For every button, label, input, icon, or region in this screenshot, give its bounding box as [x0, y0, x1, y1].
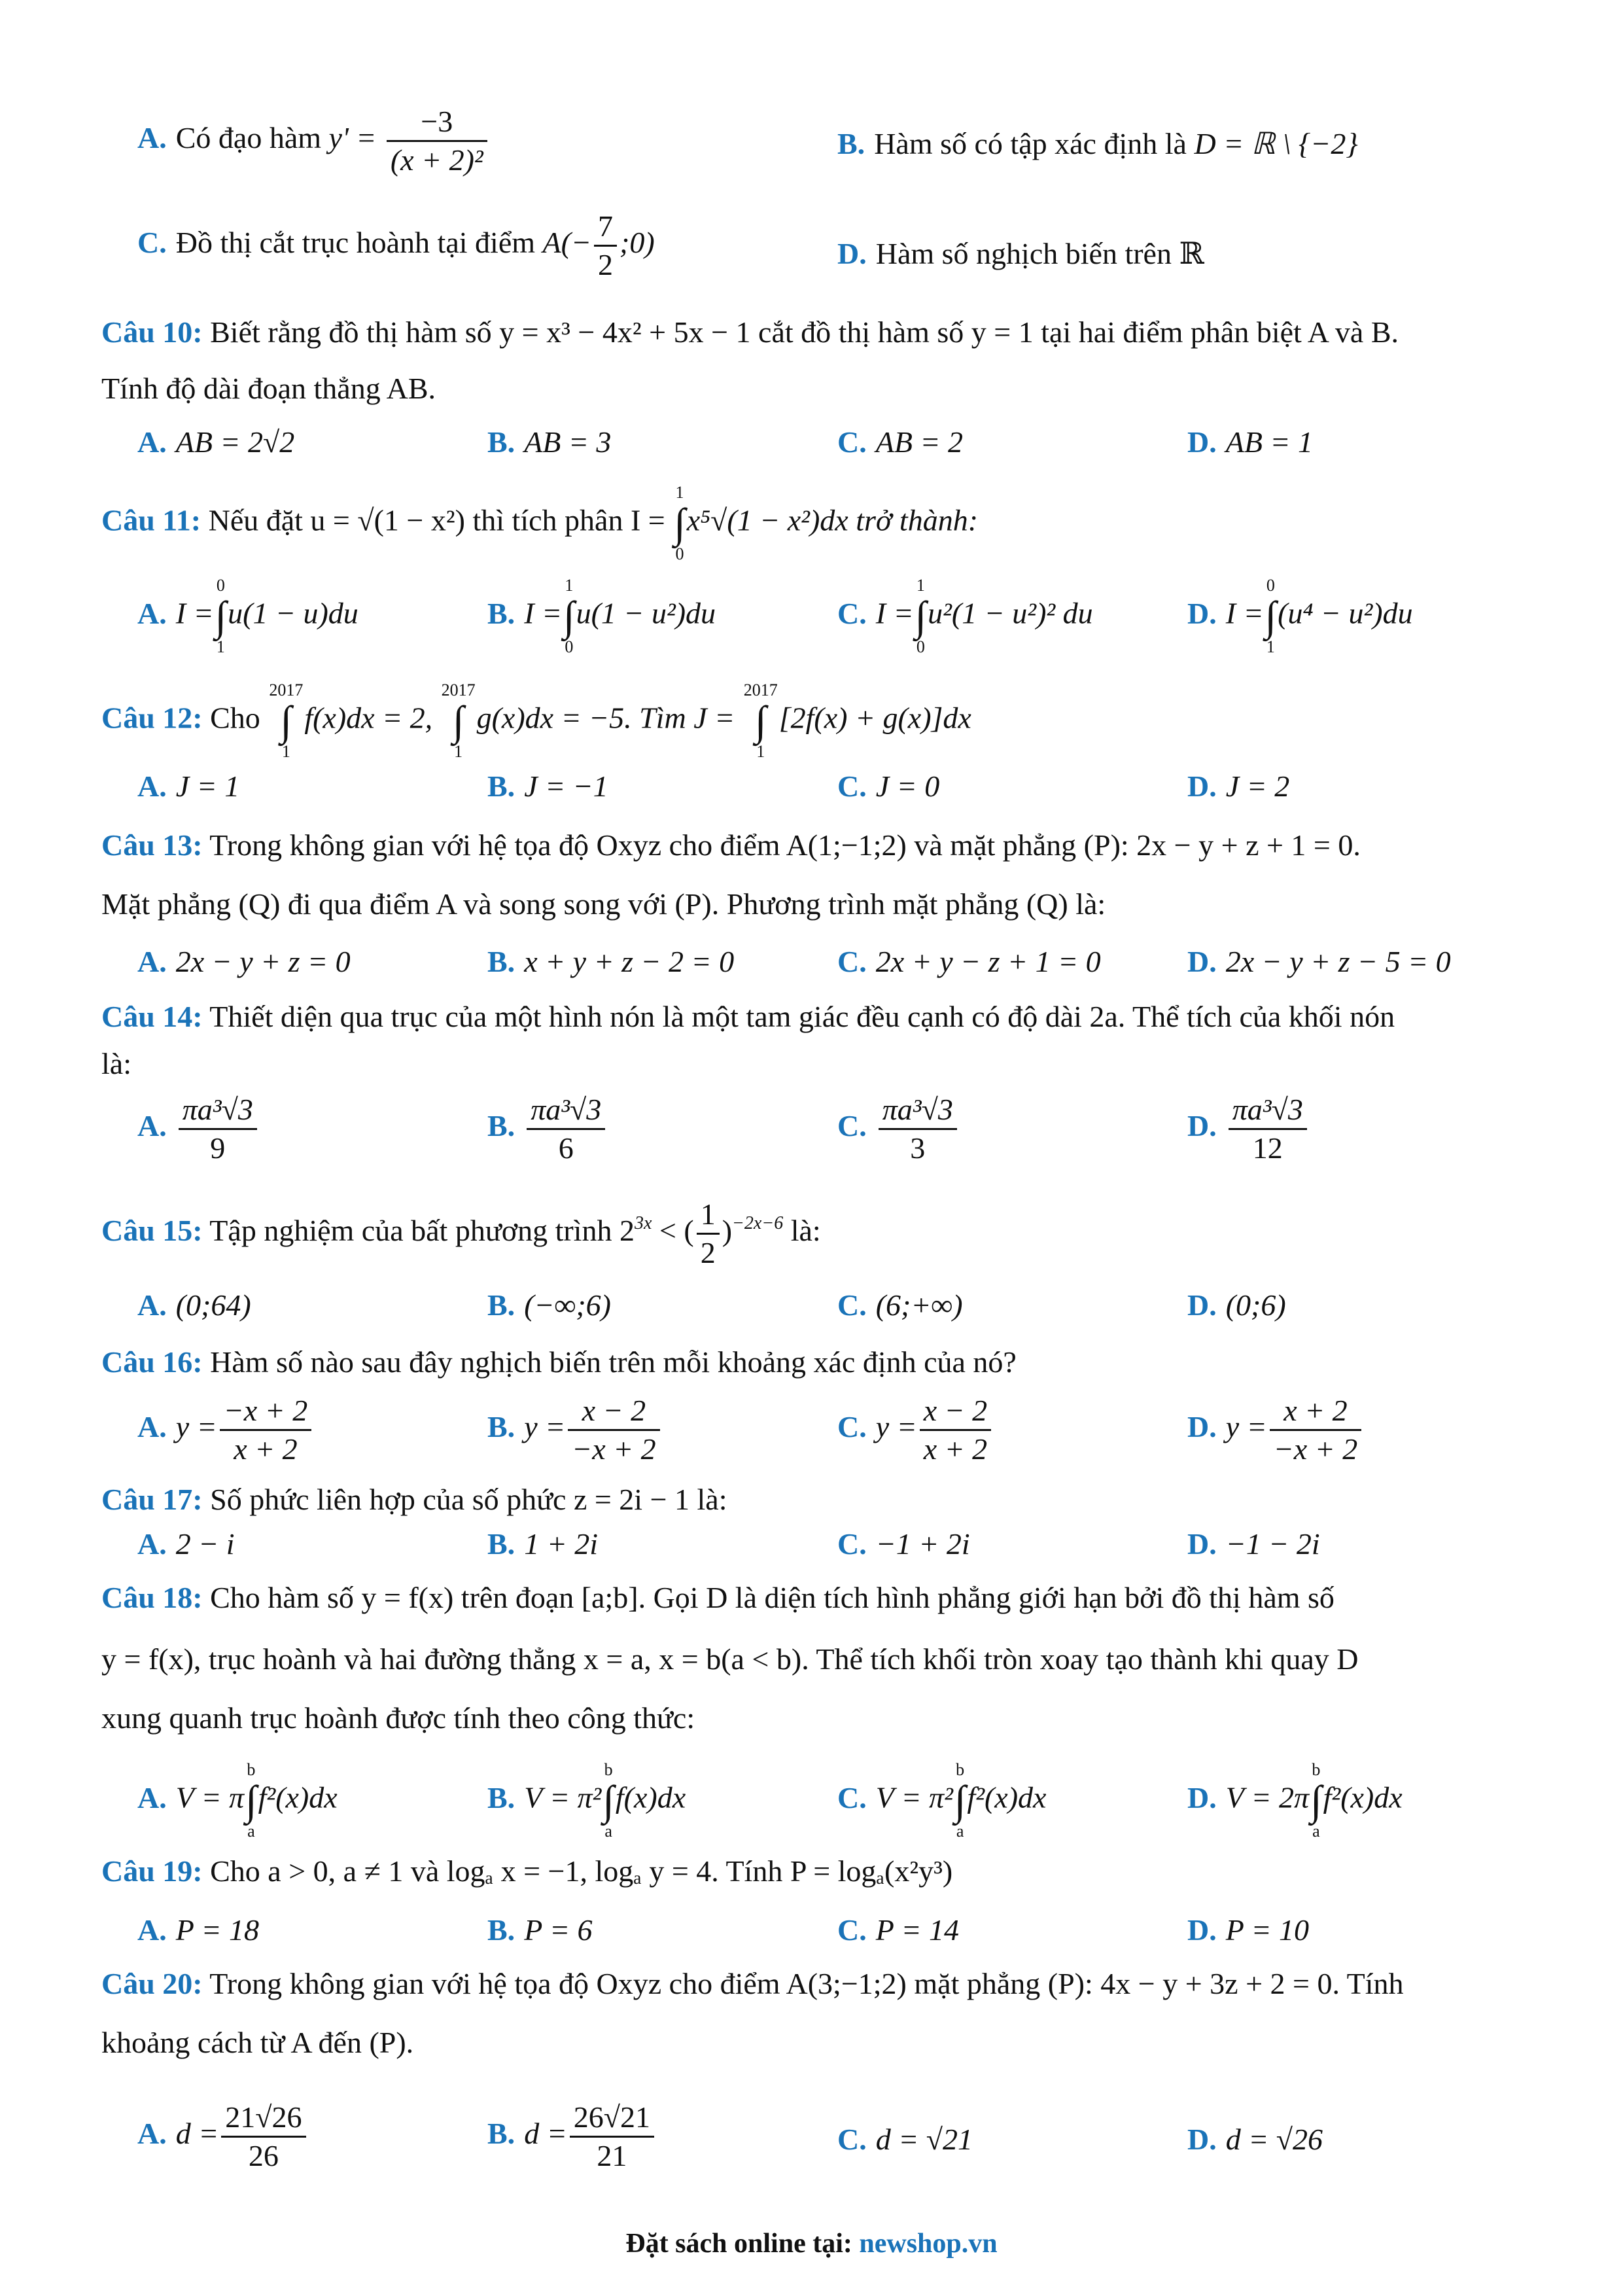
q11-option-c: C. I = 1 ∫ 0 u²(1 − u²)² du	[837, 576, 1093, 656]
q9-option-a: A. Có đạo hàm y' = $\frac{-3}{\text{(x + 2)²}}$	[137, 105, 490, 177]
q9-option-d: D. Hàm số nghịch biến trên ℝ	[837, 237, 1204, 270]
q13-option-a: A. 2x − y + z = 0	[137, 945, 351, 978]
q9-option-c: C. Đồ thị cắt trục hoành tại điểm A(− $\frac{7}{2}$ ;0)	[137, 209, 655, 281]
q10-option-b: B. AB = 3	[487, 425, 612, 459]
question-14-text: Câu 14: Thiết diện qua trục của một hình nón là một tam giác đều cạnh có độ dài 2a. Thể tích của khối nón	[101, 1000, 1395, 1033]
q16-option-c: C. y = $\frac{x - 2}{x + 2}$	[837, 1394, 994, 1466]
question-13-text-2: Mặt phẳng (Q) đi qua điểm A và song song với (P). Phương trình mặt phẳng (Q) là:	[101, 887, 1106, 921]
q16-option-a: A. y = $\frac{-x + 2}{x + 2}$	[137, 1394, 314, 1466]
q12-option-b: B. J = −1	[487, 769, 608, 803]
question-10-text: Câu 10: Biết rằng đồ thị hàm số y = x³ − 4x² + 5x − 1 cắt đồ thị hàm số y = 1 tại hai điểm phân biệt A và B.	[101, 315, 1399, 349]
q18-option-a: A. V = π b ∫ a f²(x)dx	[137, 1760, 338, 1841]
q19-option-a: A. P = 18	[137, 1913, 260, 1947]
q9-option-b: B. Hàm số có tập xác định là D = ℝ \ {−2}	[837, 127, 1358, 160]
q19-option-d: D. P = 10	[1187, 1913, 1310, 1947]
q17-option-a: A. 2 − i	[137, 1527, 235, 1561]
q17-option-b: B. 1 + 2i	[487, 1527, 599, 1561]
page-footer: Đặt sách online tại: newshop.vn	[625, 2229, 998, 2259]
question-12-text: Câu 12: Cho 2017 ∫ 1 f(x)dx = 2, 2017 ∫ 1 g(x)dx = −5. Tìm J = 2017 ∫ 1 [2f(x) + g(x)]dx	[101, 680, 971, 761]
question-14-text-2: là:	[101, 1047, 131, 1080]
q18-option-b: B. V = π² b ∫ a f(x)dx	[487, 1760, 686, 1841]
q20-option-d: D. d = √26	[1187, 2123, 1323, 2156]
q20-option-b: B. d = $\frac{26√21}{21}$	[487, 2100, 657, 2173]
q17-option-d: D. −1 − 2i	[1187, 1527, 1320, 1561]
question-11-text: Câu 11: Nếu đặt u = √(1 − x²) thì tích phân I = 1 ∫ 0 x⁵√(1 − x²)dx trở thành:	[101, 483, 979, 563]
fraction: $\frac{-3}{\text{(x + 2)²}}$	[387, 105, 487, 177]
question-16-text: Câu 16: Hàm số nào sau đây nghịch biến trên mỗi khoảng xác định của nó?	[101, 1345, 1017, 1379]
q14-option-a: A. $\frac{\text{πa³√3}}{9}$	[137, 1093, 260, 1165]
q12-option-d: D. J = 2	[1187, 769, 1290, 803]
question-19-text: Câu 19: Cho a > 0, a ≠ 1 và logₐ x = −1, logₐ y = 4. Tính P = logₐ(x²y³)	[101, 1854, 953, 1888]
question-18-text: Câu 18: Cho hàm số y = f(x) trên đoạn [a;b]. Gọi D là diện tích hình phẳng giới hạn bởi đồ thị hàm số	[101, 1581, 1335, 1614]
q20-option-c: C. d = √21	[837, 2123, 973, 2156]
q13-option-d: D. 2x − y + z − 5 = 0	[1187, 945, 1451, 978]
q14-option-d: D. $\frac{\text{πa³√3}}{12}$	[1187, 1093, 1310, 1165]
question-10-text-2: Tính độ dài đoạn thẳng AB.	[101, 372, 436, 405]
q10-option-c: C. AB = 2	[837, 425, 963, 459]
question-13-text: Câu 13: Trong không gian với hệ tọa độ Oxyz cho điểm A(1;−1;2) và mặt phẳng (P): 2x − y + z + 1 = 0.	[101, 828, 1361, 862]
q11-option-a: A. I = 0 ∫ 1 u(1 − u)du	[137, 576, 358, 656]
q14-option-c: C. $\frac{\text{πa³√3}}{3}$	[837, 1093, 960, 1165]
q19-option-b: B. P = 6	[487, 1913, 593, 1947]
footer-link[interactable]: newshop.vn	[859, 2229, 998, 2259]
q17-option-c: C. −1 + 2i	[837, 1527, 970, 1561]
option-label: A.	[137, 121, 167, 155]
question-18-text-2: y = f(x), trục hoành và hai đường thẳng x = a, x = b(a < b). Thể tích khối tròn xoay tạo thành khi quay D	[101, 1642, 1359, 1676]
q13-option-c: C. 2x + y − z + 1 = 0	[837, 945, 1101, 978]
q10-option-d: D. AB = 1	[1187, 425, 1313, 459]
q14-option-b: B. $\frac{\text{πa³√3}}{6}$	[487, 1093, 608, 1165]
q15-option-c: C. (6;+∞)	[837, 1288, 963, 1322]
q15-option-b: B. (−∞;6)	[487, 1288, 611, 1322]
question-18-text-3: xung quanh trục hoành được tính theo công thức:	[101, 1701, 695, 1735]
q18-option-c: C. V = π² b ∫ a f²(x)dx	[837, 1760, 1047, 1841]
q18-option-d: D. V = 2π b ∫ a f²(x)dx	[1187, 1760, 1403, 1841]
q20-option-a: A. d = $\frac{21√26}{26}$	[137, 2100, 309, 2173]
q15-option-d: D. (0;6)	[1187, 1288, 1286, 1322]
question-17-text: Câu 17: Số phức liên hợp của số phức z = 2i − 1 là:	[101, 1483, 727, 1516]
q13-option-b: B. x + y + z − 2 = 0	[487, 945, 735, 978]
question-20-text: Câu 20: Trong không gian với hệ tọa độ Oxyz cho điểm A(3;−1;2) mặt phẳng (P): 4x − y + 3z + 2 = 0. Tính	[101, 1967, 1404, 2000]
q11-option-d: D. I = 0 ∫ 1 (u⁴ − u²)du	[1187, 576, 1413, 656]
q16-option-b: B. y = $\frac{x - 2}{-x + 2}$	[487, 1394, 663, 1466]
q11-option-b: B. I = 1 ∫ 0 u(1 − u²)du	[487, 576, 716, 656]
question-20-text-2: khoảng cách từ A đến (P).	[101, 2026, 414, 2059]
question-15-text: Câu 15: Tập nghiệm của bất phương trình $2^{3x}$ < ( $\frac{1}{2}$ )$^{-2x-6}$ là:	[101, 1197, 821, 1269]
q16-option-d: D. y = $\frac{x + 2}{-x + 2}$	[1187, 1394, 1364, 1466]
q12-option-c: C. J = 0	[837, 769, 940, 803]
q15-option-a: A. (0;64)	[137, 1288, 251, 1322]
q19-option-c: C. P = 14	[837, 1913, 960, 1947]
q12-option-a: A. J = 1	[137, 769, 240, 803]
q10-option-a: A. AB = 2√2	[137, 425, 295, 459]
